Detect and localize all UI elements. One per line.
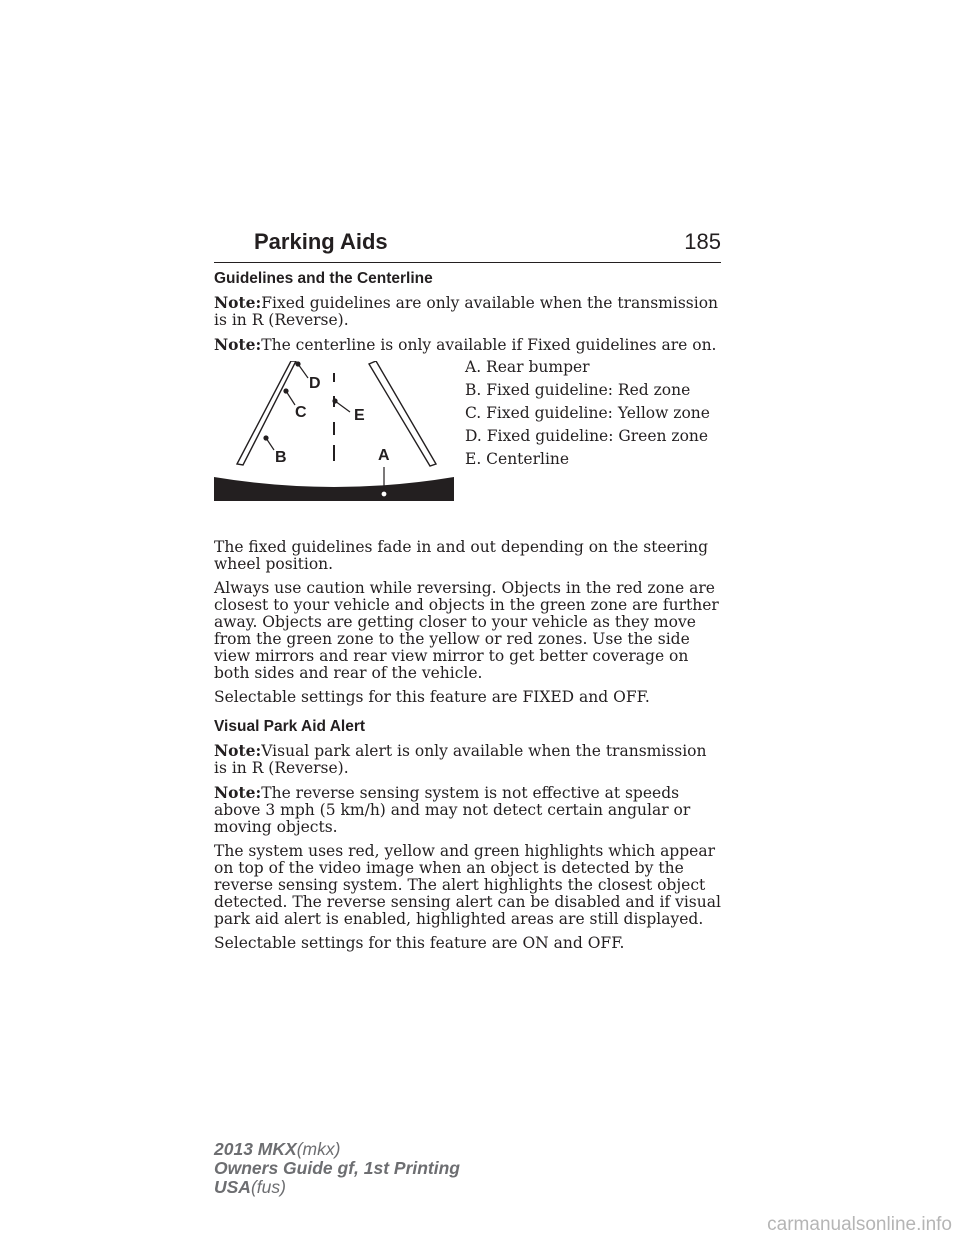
note-text: Visual park alert is only available when the transmission is in R (Reverse). (214, 742, 707, 777)
footer-market: USA (214, 1177, 251, 1197)
left-guideline (237, 361, 296, 465)
page-footer (214, 1140, 460, 1197)
paragraph: The fixed guidelines fade in and out depending on the steering wheel position. (214, 538, 709, 573)
page-title: Parking Aids (254, 229, 388, 254)
footer-line (214, 1159, 460, 1178)
section-heading-visual-park-aid: Visual Park Aid Alert (214, 718, 366, 735)
note-label: Note: (214, 741, 262, 760)
note-visual-park-alert (214, 742, 724, 777)
callout-label-e: E (354, 407, 365, 424)
watermark: carmanualsonline.info (767, 1214, 952, 1235)
note-text: Fixed guidelines are only available when the transmission is in R (Reverse). (214, 294, 719, 329)
figure-legend (465, 359, 710, 474)
legend-item: A. Rear bumper (465, 358, 590, 376)
page-content (214, 270, 724, 959)
callout-label-a: A (378, 447, 390, 464)
footer-market-code: (fus) (250, 1177, 286, 1197)
callout-label-d: D (309, 375, 321, 392)
section-heading-guidelines: Guidelines and the Centerline (214, 270, 433, 287)
paragraph: Always use caution while reversing. Objects in the red zone are closest to your vehicle and objects in the green zone are further away. Objects are getting closer to your vehicle as they move from the green zone to the yellow or red zones. Use the side view mirrors and rear view mirror to get better coverage on both sides and rear of the vehicle. (214, 579, 719, 682)
note-text: The reverse sensing system is not effective at speeds above 3 mph (5 km/h) and may not detect certain angular or moving objects. (214, 784, 691, 836)
note-reverse-sensing (214, 784, 724, 836)
note-fixed-guidelines (214, 294, 724, 329)
rear-bumper (214, 477, 454, 501)
footer-guide: Owners Guide gf, 1st Printing (214, 1158, 460, 1178)
centerline-dash (333, 445, 335, 461)
footer-model-code: (mkx) (296, 1139, 341, 1159)
note-label: Note: (214, 335, 262, 354)
legend-item: D. Fixed guideline: Green zone (465, 427, 709, 445)
callout-label-b: B (275, 449, 287, 466)
paragraph: The system uses red, yellow and green highlights which appear on top of the video image when an object is detected by the reverse sensing system. The alert highlights the closest object detected. The reverse sensing alert can be disabled and if visual park aid alert is enabled, highlighted areas are still displayed. (214, 842, 721, 928)
paragraph: Selectable settings for this feature are ON and OFF. (214, 934, 625, 952)
page-number: 185 (684, 229, 721, 254)
footer-line (214, 1140, 460, 1159)
note-text: The centerline is only available if Fixed guidelines are on. (261, 336, 717, 354)
note-label: Note: (214, 293, 262, 312)
legend-item: B. Fixed guideline: Red zone (465, 381, 691, 399)
note-label: Note: (214, 783, 262, 802)
centerline-dash (333, 422, 335, 435)
page-header (214, 226, 721, 263)
note-centerline (214, 336, 724, 354)
figure-row (214, 358, 724, 511)
parking-guidelines-diagram (214, 361, 458, 505)
footer-line (214, 1178, 460, 1197)
footer-model: 2013 MKX (214, 1139, 297, 1159)
callout-label-c: C (295, 404, 307, 421)
paragraph: Selectable settings for this feature are FIXED and OFF. (214, 688, 650, 706)
legend-item: C. Fixed guideline: Yellow zone (465, 404, 710, 422)
legend-item: E. Centerline (465, 450, 570, 468)
centerline-dash (333, 373, 335, 382)
